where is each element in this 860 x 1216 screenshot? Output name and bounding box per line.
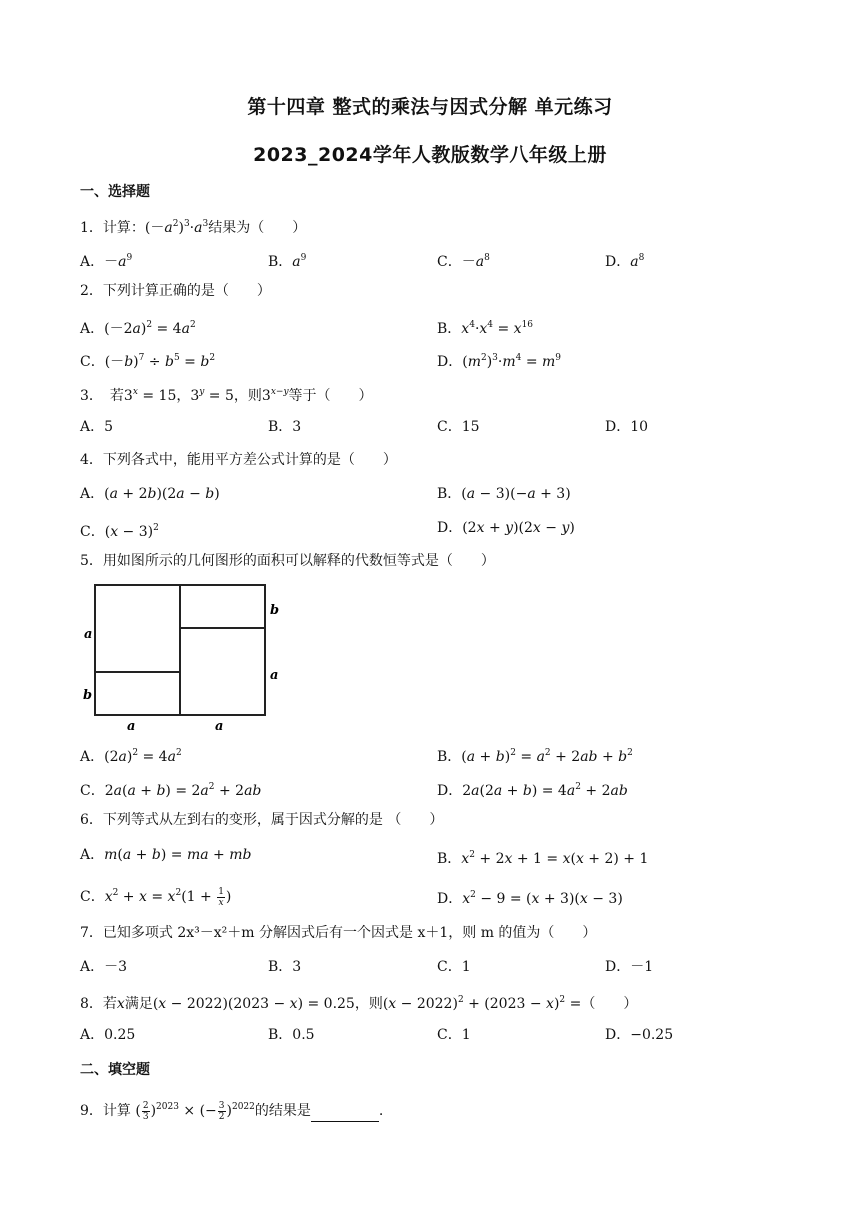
answer-blank[interactable] — [311, 1107, 379, 1122]
question-8-option-b[interactable]: B．0.5 — [268, 1027, 315, 1043]
question-8-option-c[interactable]: C．1 — [437, 1027, 471, 1043]
question-5-option-a[interactable]: A．$(2a)^2 = 4a^2$ — [80, 748, 182, 765]
question-3-option-c[interactable]: C．15 — [437, 419, 480, 435]
question-8-stem: 8．若x满足(x − 2022)(2023 − x) = 0.25，则$(x - 2022)^2 + (2023 - x)^2$ =（ ） — [80, 995, 638, 1012]
question-3-option-b[interactable]: B．3 — [268, 419, 302, 435]
question-4-option-a[interactable]: A．(a + 2b)(2a − b) — [80, 486, 220, 502]
page-subtitle: 2023_2024学年人教版数学八年级上册 — [253, 144, 607, 166]
question-7-option-a[interactable]: A．－3 — [80, 959, 128, 975]
label-bottom-a-2: a — [215, 719, 224, 730]
question-6-option-b[interactable]: B．$x^2 + 2x + 1 = x(x + 2) + 1$ — [437, 850, 649, 867]
question-4-stem: 4．下列各式中，能用平方差公式计算的是（ ） — [80, 452, 397, 468]
question-4-option-d[interactable]: D．(2x + y)(2x − y) — [437, 520, 575, 536]
question-1-option-c[interactable]: C．$-a^8$ — [437, 253, 490, 270]
label-left-b: b — [83, 688, 93, 703]
page-title: 第十四章 整式的乘法与因式分解 单元练习 — [247, 96, 613, 118]
question-1-option-a[interactable]: A．$-a^9$ — [80, 253, 133, 270]
question-6-stem: 6．下列等式从左到右的变形，属于因式分解的是 （ ） — [80, 812, 444, 828]
question-2-option-d[interactable]: D．$(m^2)^3\cdot m^4 = m^9$ — [437, 353, 562, 370]
label-left-a: a — [84, 627, 93, 642]
question-8-option-d[interactable]: D．−0.25 — [605, 1027, 674, 1043]
question-7-stem: 7．已知多项式 2x³－x²＋m 分解因式后有一个因式是 x＋1，则 m 的值为（ ） — [80, 925, 597, 941]
area-diagram — [80, 580, 290, 734]
question-4-option-b[interactable]: B．(a − 3)(−a + 3) — [437, 486, 571, 502]
question-3-stem: 3． 若$3^x = 15$，$3^y = 5$，则$3^{x-y}$等于（ ） — [80, 387, 373, 404]
question-7-option-d[interactable]: D．－1 — [605, 959, 654, 975]
label-bottom-a-1: a — [127, 719, 136, 730]
question-8-option-a[interactable]: A．0.25 — [80, 1027, 136, 1043]
question-6-option-c[interactable]: C．$x^2 + x = x^2(1$ + $\frac{1}{x}$ ) — [80, 886, 232, 908]
label-right-a: a — [270, 668, 279, 683]
question-5-option-c[interactable]: C．$2a(a + b) = 2a^2 + 2ab$ — [80, 782, 262, 799]
section-heading-multiple-choice: 一、选择题 — [80, 184, 150, 200]
question-1-option-b[interactable]: B．$a^9$ — [268, 253, 307, 270]
question-7-option-c[interactable]: C．1 — [437, 959, 471, 975]
question-6-option-d[interactable]: D．$x^2 - 9 = (x + 3)(x - 3)$ — [437, 890, 623, 907]
section-heading-fill-in: 二、填空题 — [80, 1062, 150, 1078]
question-3-option-a[interactable]: A．5 — [80, 419, 114, 435]
question-7-option-b[interactable]: B．3 — [268, 959, 302, 975]
question-1-option-d[interactable]: D．$a^8$ — [605, 253, 645, 270]
question-3-option-d[interactable]: D．10 — [605, 419, 649, 435]
question-4-option-c[interactable]: C．$(x - 3)^2$ — [80, 523, 159, 540]
label-right-b: b — [270, 603, 280, 618]
question-2-option-b[interactable]: B．$x^4\cdot x^4 = x^{16}$ — [437, 320, 534, 337]
question-5-option-d[interactable]: D．$2a(2a + b) = 4a^2 + 2ab$ — [437, 782, 628, 799]
question-2-stem: 2．下列计算正确的是（ ） — [80, 283, 271, 299]
question-2-option-a[interactable]: A．$(-2a)^2 = 4a^2$ — [80, 320, 196, 337]
question-9-stem: 9．计算 ( $\frac{2}{3}$ )$^{2023}$ × (− $\frac{3}{2}$ )$^{2022}$的结果是 . — [80, 1100, 384, 1122]
question-5-option-b[interactable]: B．$(a + b)^2 = a^2 + 2ab + b^2$ — [437, 748, 633, 765]
question-6-option-a[interactable]: A．m(a + b) = ma + mb — [80, 847, 252, 863]
question-2-option-c[interactable]: C．$(-b)^7 \div b^5 = b^2$ — [80, 353, 216, 370]
question-1-stem: 1．计算：$(-a^2)^3\cdot a^3$结果为（ ） — [80, 219, 307, 236]
question-5-stem: 5．用如图所示的几何图形的面积可以解释的代数恒等式是（ ） — [80, 553, 495, 569]
